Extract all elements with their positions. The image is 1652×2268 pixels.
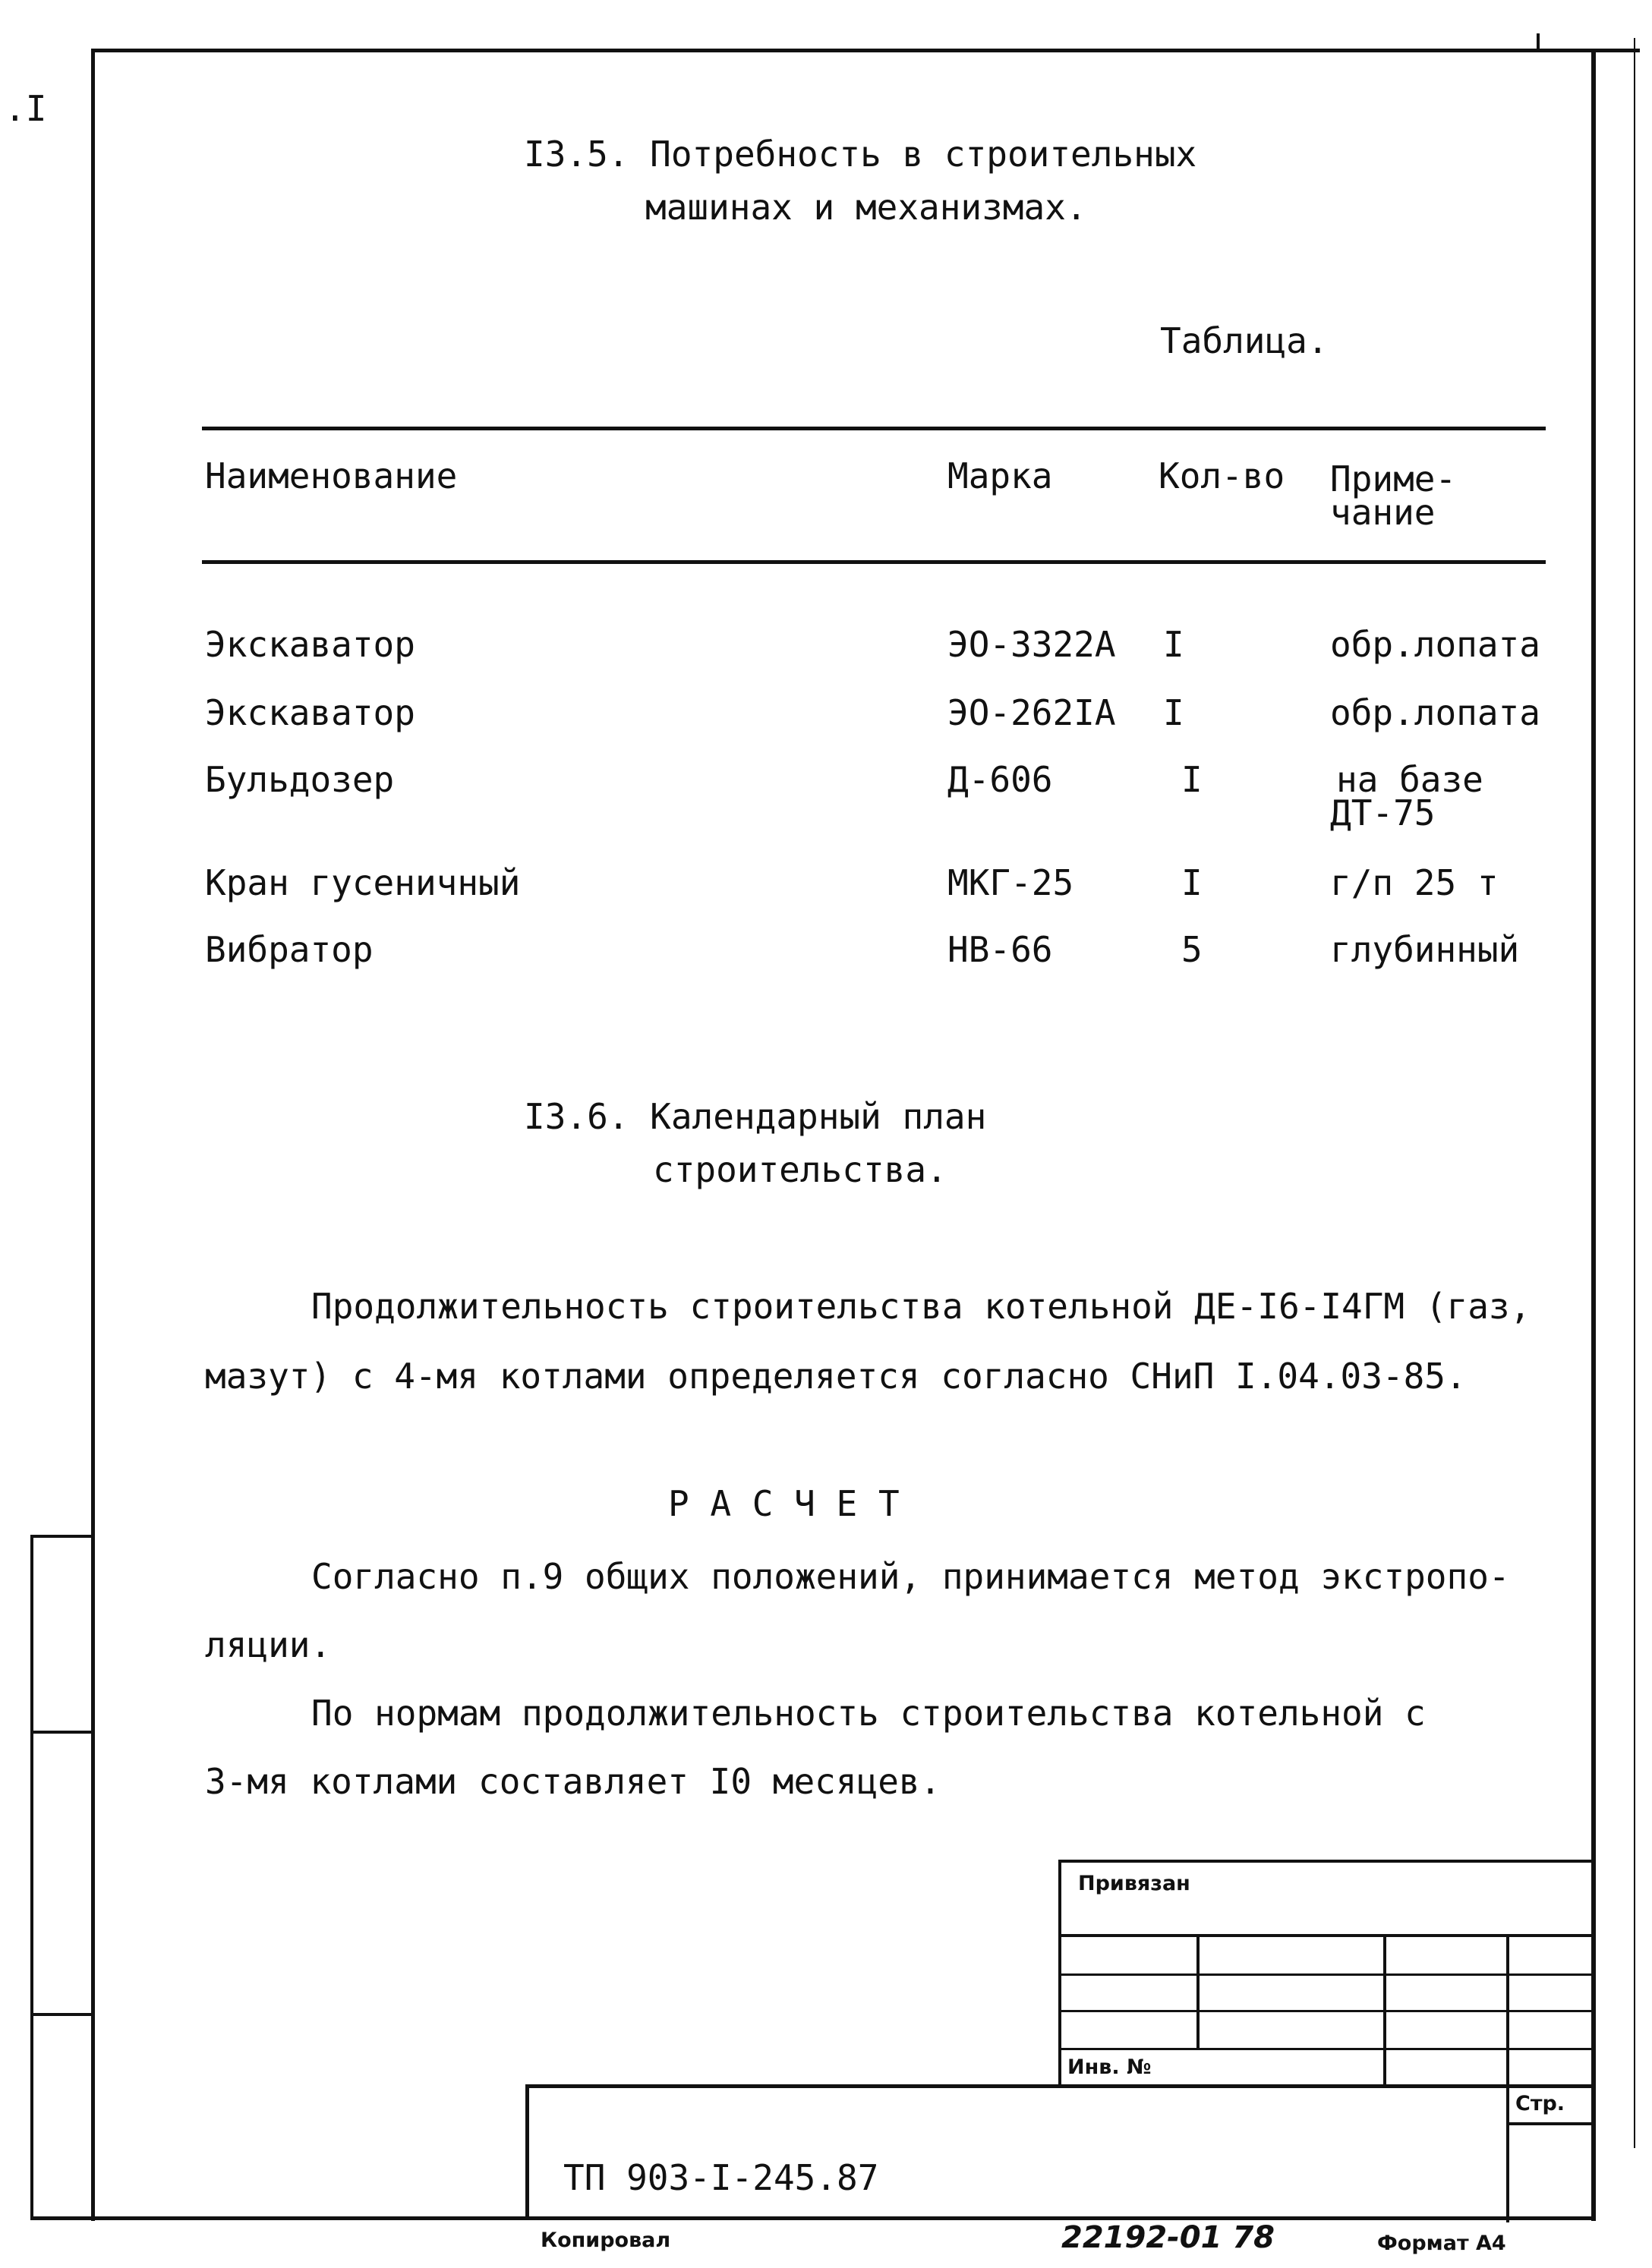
stamp-line — [1506, 1934, 1509, 2222]
row-note-line2: ДТ-75 — [1330, 792, 1436, 833]
row-note: глубинный — [1330, 929, 1520, 970]
row-name: Экскаватор — [205, 692, 415, 733]
calc-heading: Р А С Ч Е Т — [668, 1483, 900, 1524]
row-name: Вибратор — [205, 929, 374, 970]
stamp-line — [1506, 2122, 1596, 2125]
row-note: обр.лопата — [1330, 692, 1540, 733]
margin-strip-left — [30, 1535, 33, 2219]
margin-strip-line-2 — [30, 1731, 94, 1734]
row-mark: ЭО-262IА — [947, 692, 1116, 733]
stamp-line — [1058, 2010, 1596, 2012]
frame-right-outer — [1634, 38, 1635, 2148]
table-rule-header — [202, 560, 1546, 564]
frame-right — [1591, 49, 1596, 2221]
table-header-qty: Кол-во — [1159, 455, 1285, 496]
section-title-line2: машинах и механизмах. — [645, 187, 1087, 228]
stamp-line — [1058, 1973, 1596, 1976]
row-note: г/п 25 т — [1330, 862, 1499, 903]
row-mark: МКГ-25 — [947, 862, 1074, 903]
row-qty: I — [1181, 862, 1203, 903]
row-qty: 5 — [1181, 929, 1203, 970]
row-note: на базе — [1336, 759, 1483, 800]
stamp-line — [1383, 1934, 1386, 2087]
row-name: Кран гусеничный — [205, 862, 521, 903]
stamp-line — [525, 2084, 529, 2219]
stamp-line — [1196, 1934, 1200, 2049]
table-header-note-line1: Приме- — [1330, 458, 1457, 499]
frame-corner-tick — [1537, 33, 1540, 52]
table-rule-top — [202, 427, 1546, 430]
row-mark: ЭО-3322А — [947, 624, 1116, 665]
table-header-mark: Марка — [947, 455, 1053, 496]
stamp-inv-label: Инв. № — [1067, 2055, 1152, 2079]
stamp-line — [1058, 1860, 1596, 1863]
frame-left — [91, 49, 95, 2221]
row-mark: Д-606 — [947, 759, 1053, 800]
footer-handwritten-number: 22192-01 78 — [1061, 2220, 1275, 2255]
frame-bottom — [30, 2216, 1596, 2220]
margin-strip-line-1 — [30, 1535, 94, 1538]
paragraph-norms-line2: 3-мя котлами составляет I0 месяцев. — [205, 1761, 941, 1802]
footer-format-label: Формат А4 — [1377, 2232, 1506, 2255]
table-header-note-line2: чание — [1330, 492, 1436, 533]
stamp-page-label: Стр. — [1515, 2092, 1565, 2115]
stamp-line — [525, 2084, 1596, 2088]
row-mark: НВ-66 — [947, 929, 1053, 970]
table-caption: Таблица. — [1160, 320, 1329, 361]
row-name: Экскаватор — [205, 624, 415, 665]
section2-title-line1: I3.6. Календарный план — [524, 1096, 987, 1137]
page-marker: .I — [5, 88, 47, 129]
footer-copied-label: Копировал — [541, 2229, 671, 2252]
row-qty: I — [1163, 624, 1184, 665]
row-qty: I — [1163, 692, 1184, 733]
table-header-name: Наименование — [205, 455, 458, 496]
frame-top — [91, 49, 1640, 52]
paragraph-norms-line1: По нормам продолжительность строительства котельной с — [311, 1693, 1426, 1734]
stamp-attached-label: Привязан — [1078, 1872, 1190, 1895]
paragraph-method-line1: Согласно п.9 общих положений, принимается метод экстропо- — [311, 1556, 1510, 1597]
row-name: Бульдозер — [205, 759, 395, 800]
stamp-line — [1058, 1934, 1596, 1937]
stamp-line — [1058, 2048, 1596, 2050]
paragraph-method-line2: ляции. — [205, 1624, 332, 1665]
paragraph-duration-line1: Продолжительность строительства котельной ДЕ-I6-I4ГМ (газ, — [311, 1286, 1531, 1327]
stamp-doc-code: ТП 903-I-245.87 — [563, 2157, 879, 2198]
row-note: обр.лопата — [1330, 624, 1540, 665]
margin-strip-line-3 — [30, 2013, 94, 2016]
paragraph-duration-line2: мазут) с 4-мя котлами определяется согласно СНиП I.04.03-85. — [205, 1356, 1467, 1397]
section-title-line1: I3.5. Потребность в строительных — [524, 134, 1197, 175]
section2-title-line2: строительства. — [653, 1149, 947, 1190]
row-qty: I — [1181, 759, 1203, 800]
